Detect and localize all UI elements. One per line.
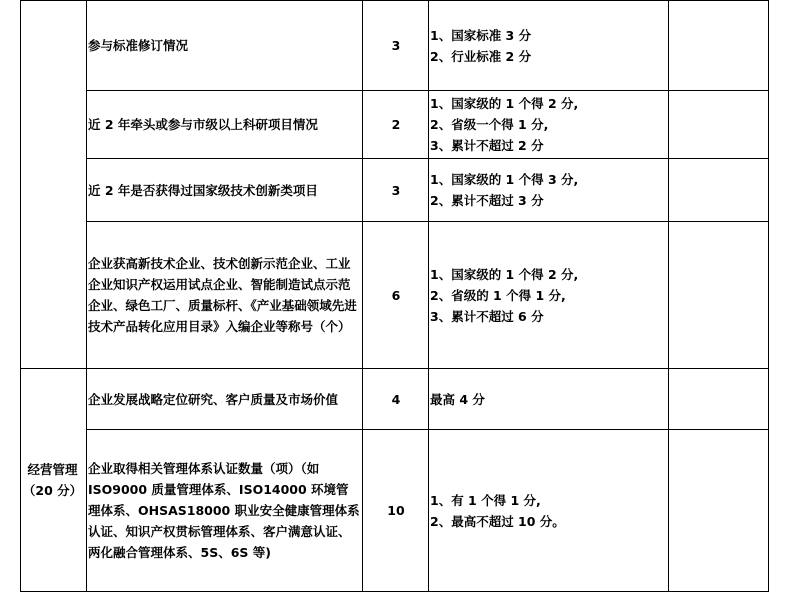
table-row-rules	[430, 159, 666, 221]
rule-line: 1、国家级的 1 个得 3 分,	[430, 172, 579, 187]
table-row-item: 企业发展战略定位研究、客户质量及市场价值	[88, 391, 339, 407]
table-row-score: 4	[391, 391, 401, 407]
table-row-item: 企业获高新技术企业、技术创新示范企业、工业企业知识产权运用试点企业、智能制造试点示范企业、绿色工厂、质量标杆、《产业基础领域先进技术产品转化应用目录》入编企业等称号（个）	[88, 256, 357, 334]
rule-line: 2、最高不超过 10 分。	[430, 513, 565, 529]
rule-line: 2、省级一个得 1 分,	[430, 117, 549, 132]
table-border-right	[768, 0, 769, 592]
table-row-rules	[430, 91, 666, 158]
category-points: （20 分）	[22, 483, 83, 498]
table-row-rules	[430, 430, 666, 591]
rule-line: 2、行业标准 2 分	[430, 48, 532, 64]
table-row-item: 近 2 年是否获得过国家级技术创新类项目	[88, 182, 318, 198]
table-row-rules	[430, 222, 666, 368]
table-divider-score	[428, 0, 429, 592]
table-row-score: 2	[391, 117, 401, 132]
table-row-score: 3	[391, 182, 401, 198]
table-divider-rule	[668, 0, 669, 592]
rule-line: 3、累计不超过 2 分	[430, 138, 544, 153]
table-row-item: 近 2 年牵头或参与市级以上科研项目情况	[88, 117, 318, 132]
rule-line: 2、省级的 1 个得 1 分,	[430, 287, 566, 303]
table-divider-category	[86, 0, 87, 592]
table-row-score: 10	[387, 503, 405, 518]
rule-line: 1、有 1 个得 1 分,	[430, 492, 541, 508]
table-row-score: 6	[391, 287, 401, 303]
rule-line: 最高 4 分	[430, 391, 485, 407]
table-divider-item	[362, 0, 363, 592]
table-row-item: 参与标准修订情况	[88, 38, 189, 53]
table-row-rules	[430, 369, 666, 429]
rule-line: 1、国家级的 1 个得 2 分,	[430, 266, 579, 282]
table-row-score: 3	[391, 38, 401, 53]
rule-line: 1、国家级的 1 个得 2 分,	[430, 96, 579, 111]
table-row-rules	[430, 1, 666, 90]
table-border-bottom	[20, 591, 769, 592]
rule-line: 3、累计不超过 6 分	[430, 308, 544, 324]
table-row-item: 企业取得相关管理体系认证数量（项）（如 ISO9000 质量管理体系、ISO14000 环境管理体系、OHSAS18000 职业安全健康管理体系认证、知识产权贯标管理体系、客户满意认证、两化融合管理体系、5S、6S 等)	[88, 461, 360, 560]
rule-line: 2、累计不超过 3 分	[430, 193, 544, 208]
category-cell	[20, 369, 85, 591]
rule-line: 1、国家标准 3 分	[430, 27, 532, 43]
category-name: 经营管理	[27, 462, 78, 477]
